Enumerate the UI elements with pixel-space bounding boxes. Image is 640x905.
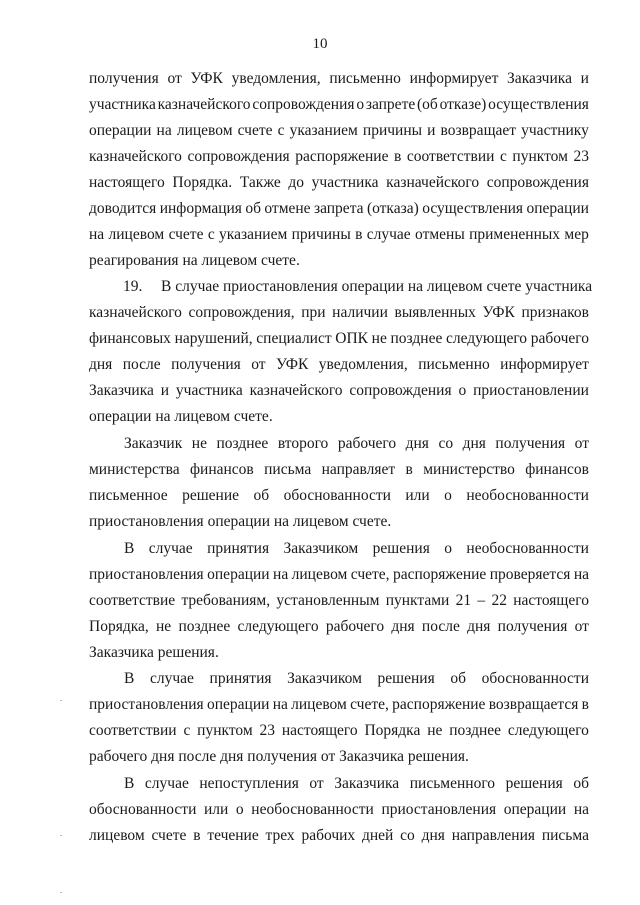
scan-speck [60,835,62,836]
text-line: соответствие требованиям, установленным пунктами 21 – 22 настоящего [89,592,589,609]
text-line-indented: В случае принятия Заказчиком решения о необоснованности [124,540,589,557]
text-line: финансовых нарушений, специалист ОПК не позднее следующего рабочего [89,330,589,347]
page-number: 10 [312,36,328,52]
text-line: участника казначейского сопровождения о запрете (об отказе) осуществления [89,96,589,113]
text-line: на лицевом счете с указанием причины в случае отмены примененных мер [89,226,589,243]
text-line: обоснованности или о необоснованности приостановления операции на [89,801,589,818]
text-line: получения от УФК уведомления, письменно информирует Заказчика и [89,70,589,87]
text-line-indented: В случае непоступления от Заказчика письменного решения об [124,775,589,792]
text-line: приостановления операции на лицевом счете, распоряжение проверяется на [89,566,589,583]
text-line-last: операции на лицевом счете. [89,408,273,425]
clause-number: 19. [123,278,143,295]
text-line: министерства финансов письма направляет в министерство финансов [89,461,589,478]
text-line-last: реагирования на лицевом счете. [89,252,300,269]
text-line: Заказчика и участника казначейского сопровождения о приостановлении [89,382,589,399]
text-line: Порядка, не позднее следующего рабочего дня после дня получения от [89,618,589,635]
scan-speck [60,700,62,701]
scan-speck [60,892,62,893]
text-line: доводится информация об отмене запрета (отказа) осуществления операции [89,200,589,217]
text-line-indented: В случае принятия Заказчиком решения об обоснованности [124,670,589,687]
text-line: приостановления операции на лицевом счете, распоряжение возвращается в [89,696,589,713]
text-line: казначейского сопровождения распоряжение в соответствии с пунктом 23 [89,148,589,165]
text-line: лицевом счете в течение трех рабочих дней со дня направления письма [89,827,589,844]
text-line: дня после получения от УФК уведомления, письменно информирует [89,356,589,373]
text-line: настоящего Порядка. Также до участника казначейского сопровождения [89,174,589,191]
numbered-clause-first-line: 19. В случае приостановления операции на лицевом счете участника [123,278,593,295]
text-line: соответствии с пунктом 23 настоящего Порядка не позднее следующего [89,722,589,739]
text-line-last: рабочего дня после дня получения от Заказчика решения. [89,748,469,765]
text-line: письменное решение об обоснованности или о необоснованности [89,487,589,504]
text-line: казначейского сопровождения, при наличии выявленных УФК признаков [89,304,589,321]
text-line-last: приостановления операции на лицевом счете. [89,513,392,530]
text-line: операции на лицевом счете с указанием причины и возвращает участнику [89,122,589,139]
text-line-indented: Заказчик не позднее второго рабочего дня со дня получения от [124,435,589,452]
text-line-last: Заказчика решения. [89,644,219,661]
